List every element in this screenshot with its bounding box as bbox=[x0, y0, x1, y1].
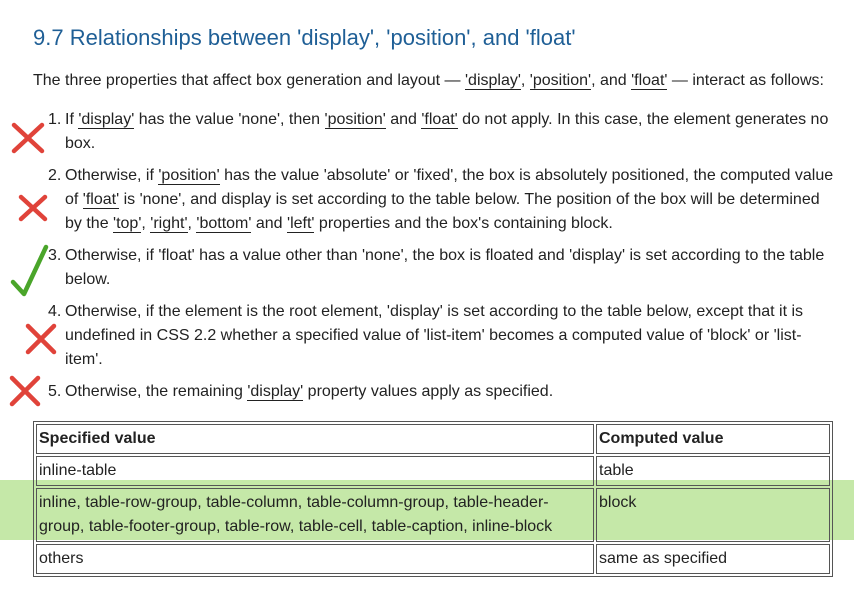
list-number: 1. bbox=[48, 111, 62, 128]
list-item bbox=[48, 164, 834, 236]
list-item-text bbox=[65, 164, 834, 236]
text-run: Otherwise, if bbox=[65, 167, 159, 184]
table-cell: same as specified bbox=[596, 544, 830, 574]
intro-text: The three properties that affect box generation and layout — bbox=[33, 72, 465, 89]
table-cell: inline, table-row-group, table-column, table-column-group, table-header-group, table-footer-group, table-row, table-cell, table-caption, inline-block bbox=[36, 488, 594, 542]
right-link[interactable]: 'right' bbox=[150, 215, 188, 232]
top-link[interactable]: 'top' bbox=[113, 215, 142, 232]
table-row-highlighted bbox=[36, 488, 830, 542]
list-number: 3. bbox=[48, 247, 62, 264]
table-row bbox=[36, 456, 830, 486]
list-item bbox=[48, 244, 834, 292]
intro-paragraph bbox=[33, 70, 843, 92]
table-cell: block bbox=[596, 488, 830, 542]
float-link[interactable]: 'float' bbox=[421, 111, 458, 128]
float-link[interactable]: 'float' bbox=[82, 191, 120, 208]
list-item bbox=[48, 108, 834, 156]
table-cell: inline-table bbox=[36, 456, 594, 486]
position-link[interactable]: 'position' bbox=[529, 72, 592, 89]
intro-separator: , bbox=[520, 72, 530, 89]
list-item-text bbox=[65, 380, 834, 404]
column-header: Specified value bbox=[36, 424, 594, 454]
text-run: and bbox=[385, 111, 422, 128]
list-number: 2. bbox=[48, 167, 62, 184]
checkmark-icon bbox=[10, 244, 50, 298]
table-header-row bbox=[36, 424, 830, 454]
list-number: 4. bbox=[48, 303, 62, 320]
cross-icon bbox=[8, 374, 42, 408]
cross-icon bbox=[10, 121, 46, 155]
text-run: do not apply. In this case, the element generates no box. bbox=[65, 111, 829, 152]
list-number: 5. bbox=[48, 383, 62, 400]
cross-icon bbox=[24, 322, 58, 356]
display-link[interactable]: 'display' bbox=[247, 383, 304, 400]
position-link[interactable]: 'position' bbox=[158, 167, 220, 184]
text-run: has the value 'absolute' or 'fixed', the box is absolutely positioned, the computed value of bbox=[65, 167, 834, 208]
text-run: property values apply as specified. bbox=[303, 383, 554, 400]
text-run: properties and the box's containing block. bbox=[314, 215, 613, 232]
bottom-link[interactable]: 'bottom' bbox=[196, 215, 252, 232]
position-link[interactable]: 'position' bbox=[324, 111, 386, 128]
list-item-text bbox=[65, 108, 834, 156]
text-run: is 'none', and display is set according to the table below. The position of the box will be determined by the bbox=[65, 191, 820, 232]
cross-icon bbox=[17, 193, 49, 223]
float-link[interactable]: 'float' bbox=[631, 72, 668, 89]
values-table bbox=[33, 421, 833, 577]
display-link[interactable]: 'display' bbox=[464, 72, 521, 89]
list-item-text: Otherwise, if the element is the root element, 'display' is set according to the table below, except that it is undefined in CSS 2.2 whether a specified value of 'list-item' becomes a computed value of 'block' or 'list-item'. bbox=[65, 303, 804, 368]
text-run: Otherwise, the remaining bbox=[65, 383, 248, 400]
list-item bbox=[48, 300, 834, 372]
text-run: If bbox=[65, 111, 79, 128]
list-item bbox=[48, 380, 834, 404]
column-header: Computed value bbox=[596, 424, 830, 454]
text-run: and bbox=[251, 215, 288, 232]
table-row bbox=[36, 544, 830, 574]
left-link[interactable]: 'left' bbox=[287, 215, 315, 232]
intro-separator: , and bbox=[591, 72, 632, 89]
intro-text: — interact as follows: bbox=[667, 72, 824, 89]
text-run: , bbox=[187, 215, 197, 232]
list-item-text: Otherwise, if 'float' has a value other than 'none', the box is floated and 'display' is set according to the table below. bbox=[65, 247, 825, 288]
text-run: has the value 'none', then bbox=[134, 111, 325, 128]
display-link[interactable]: 'display' bbox=[78, 111, 135, 128]
table-cell: table bbox=[596, 456, 830, 486]
page-heading: 9.7 Relationships between 'display', 'position', and 'float' bbox=[33, 25, 576, 50]
text-run: , bbox=[141, 215, 151, 232]
table-cell: others bbox=[36, 544, 594, 574]
